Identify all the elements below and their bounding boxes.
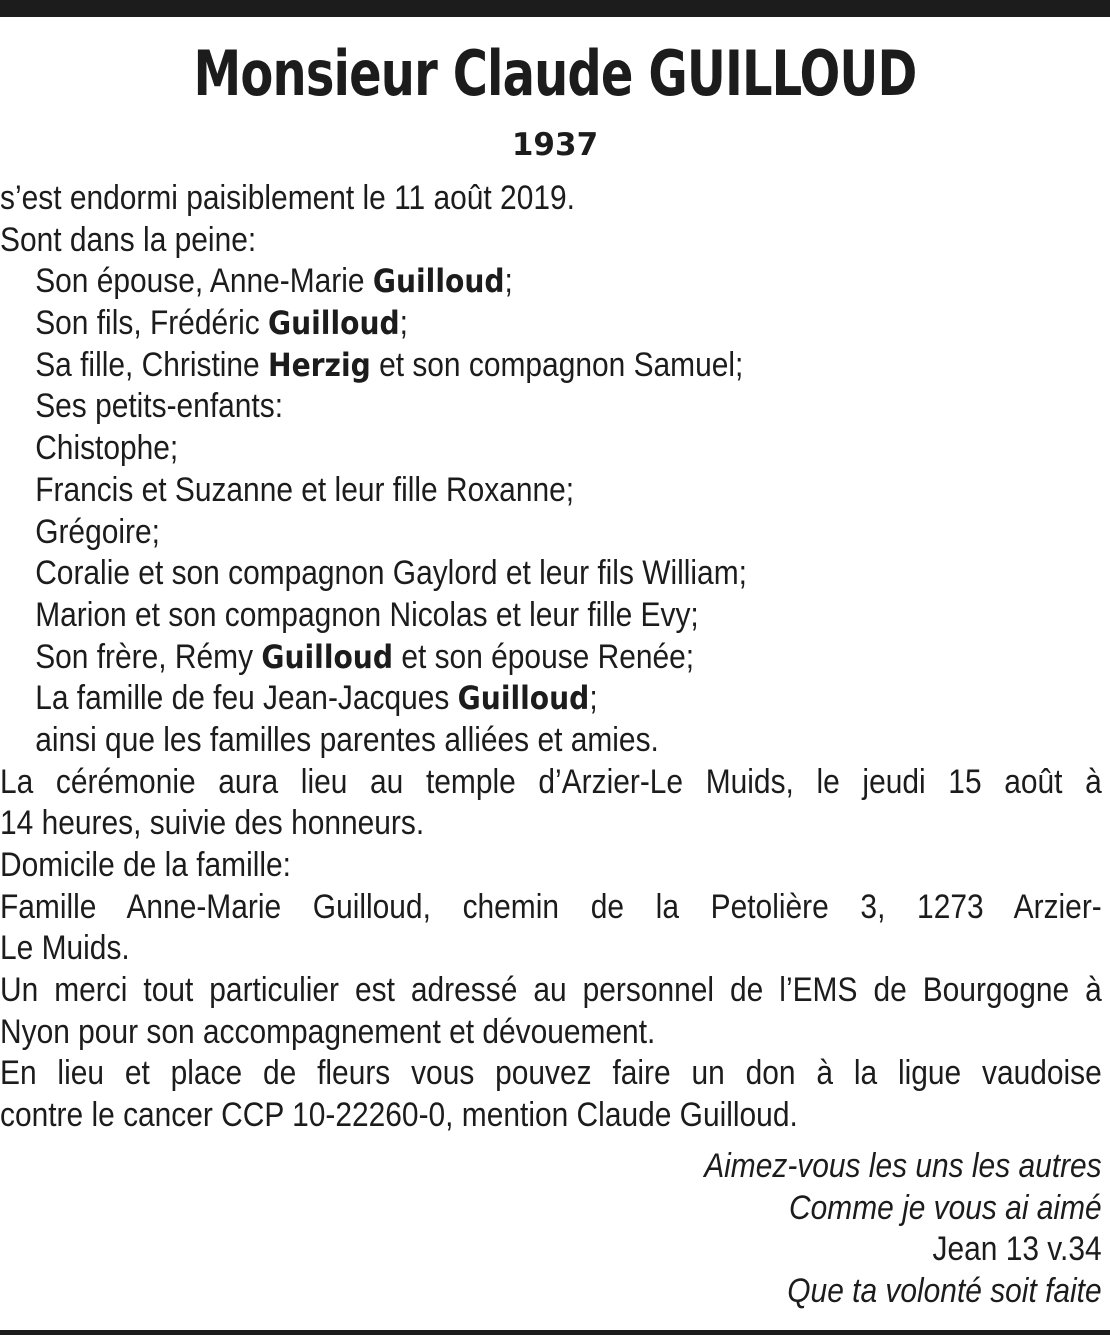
relative-text: La famille de feu Jean-Jacques — [35, 679, 458, 718]
relative-surname: Herzig — [268, 345, 371, 384]
birth-year: 1937 — [511, 127, 599, 163]
relative-line — [0, 595, 970, 637]
relative-text: Marion et son compagnon Nicolas et leur fille Evy; — [35, 595, 699, 634]
relative-text: Francis et Suzanne et leur fille Roxanne; — [35, 470, 575, 509]
domicile-address-line: Famille Anne-Marie Guilloud, chemin de la Petolière 3, 1273 Arzier- — [0, 887, 1102, 926]
relative-suffix: ; — [399, 304, 408, 343]
relative-line — [0, 303, 970, 345]
relative-line — [0, 637, 970, 679]
domicile-address-end: Le Muids. — [0, 929, 130, 968]
relative-text: Son frère, Rémy — [35, 637, 262, 676]
verse-line: Que ta volonté soit faite — [787, 1272, 1102, 1311]
relative-suffix: et son épouse Renée; — [393, 637, 695, 676]
relative-line — [0, 512, 970, 554]
relative-line — [0, 678, 970, 720]
verse-reference: Jean 13 v.34 — [932, 1230, 1102, 1269]
closing-verse — [650, 1146, 1102, 1313]
relative-text: Son fils, Frédéric — [35, 304, 268, 343]
relative-suffix: ; — [504, 262, 513, 301]
relative-surname: Guilloud — [267, 304, 400, 343]
relative-line — [0, 428, 970, 470]
relative-line — [0, 345, 970, 387]
relative-text: Sa fille, Christine — [35, 345, 269, 384]
relative-text: ainsi que les familles parentes alliées et amies. — [35, 720, 659, 759]
relative-text: Grégoire; — [35, 512, 160, 551]
donation-line: En lieu et place de fleurs vous pouvez faire un don à la ligue vaudoise — [0, 1054, 1102, 1093]
domicile-heading: Domicile de la famille: — [0, 846, 291, 884]
verse-line: Aimez-vous les uns les autres — [704, 1147, 1102, 1185]
verse-line: Comme je vous ai aimé — [789, 1188, 1102, 1227]
relative-line — [0, 470, 970, 512]
relative-suffix: ; — [589, 679, 598, 718]
relative-surname: Guilloud — [372, 262, 505, 301]
thanks-line-end: Nyon pour son accompagnement et dévouement. — [0, 1012, 656, 1051]
mourners-heading: Sont dans la peine: — [0, 220, 257, 259]
relative-line — [0, 720, 970, 762]
relative-text: Ses petits-enfants: — [35, 387, 284, 426]
donation-line-end: contre le cancer CCP 10-22260-0, mention Claude Guilloud. — [0, 1096, 798, 1135]
relative-surname: Guilloud — [457, 679, 590, 718]
bottom-border-rule — [0, 1330, 1110, 1335]
ceremony-line: La cérémonie aura lieu au temple d’Arzier-Le Muids, le jeudi 15 août à — [0, 762, 1102, 801]
intro-line: s’est endormi paisiblement le 11 août 2019. — [0, 179, 575, 217]
relative-text: Chistophe; — [35, 429, 179, 468]
relative-line — [0, 261, 970, 303]
relative-text: Son épouse, Anne-Marie — [35, 262, 373, 301]
thanks-line: Un merci tout particulier est adressé au personnel de l’EMS de Bourgogne à — [0, 971, 1102, 1010]
ceremony-line-end: 14 heures, suivie des honneurs. — [0, 804, 425, 843]
relative-line — [0, 553, 970, 595]
notice-body — [0, 178, 1102, 1137]
relative-line — [0, 386, 970, 428]
relative-suffix: et son compagnon Samuel; — [370, 345, 744, 384]
top-border-rule — [0, 0, 1110, 17]
relative-text: Coralie et son compagnon Gaylord et leur fils William; — [35, 554, 747, 593]
deceased-name-title: Monsieur Claude GUILLOUD — [193, 37, 917, 110]
relative-surname: Guilloud — [261, 637, 394, 676]
